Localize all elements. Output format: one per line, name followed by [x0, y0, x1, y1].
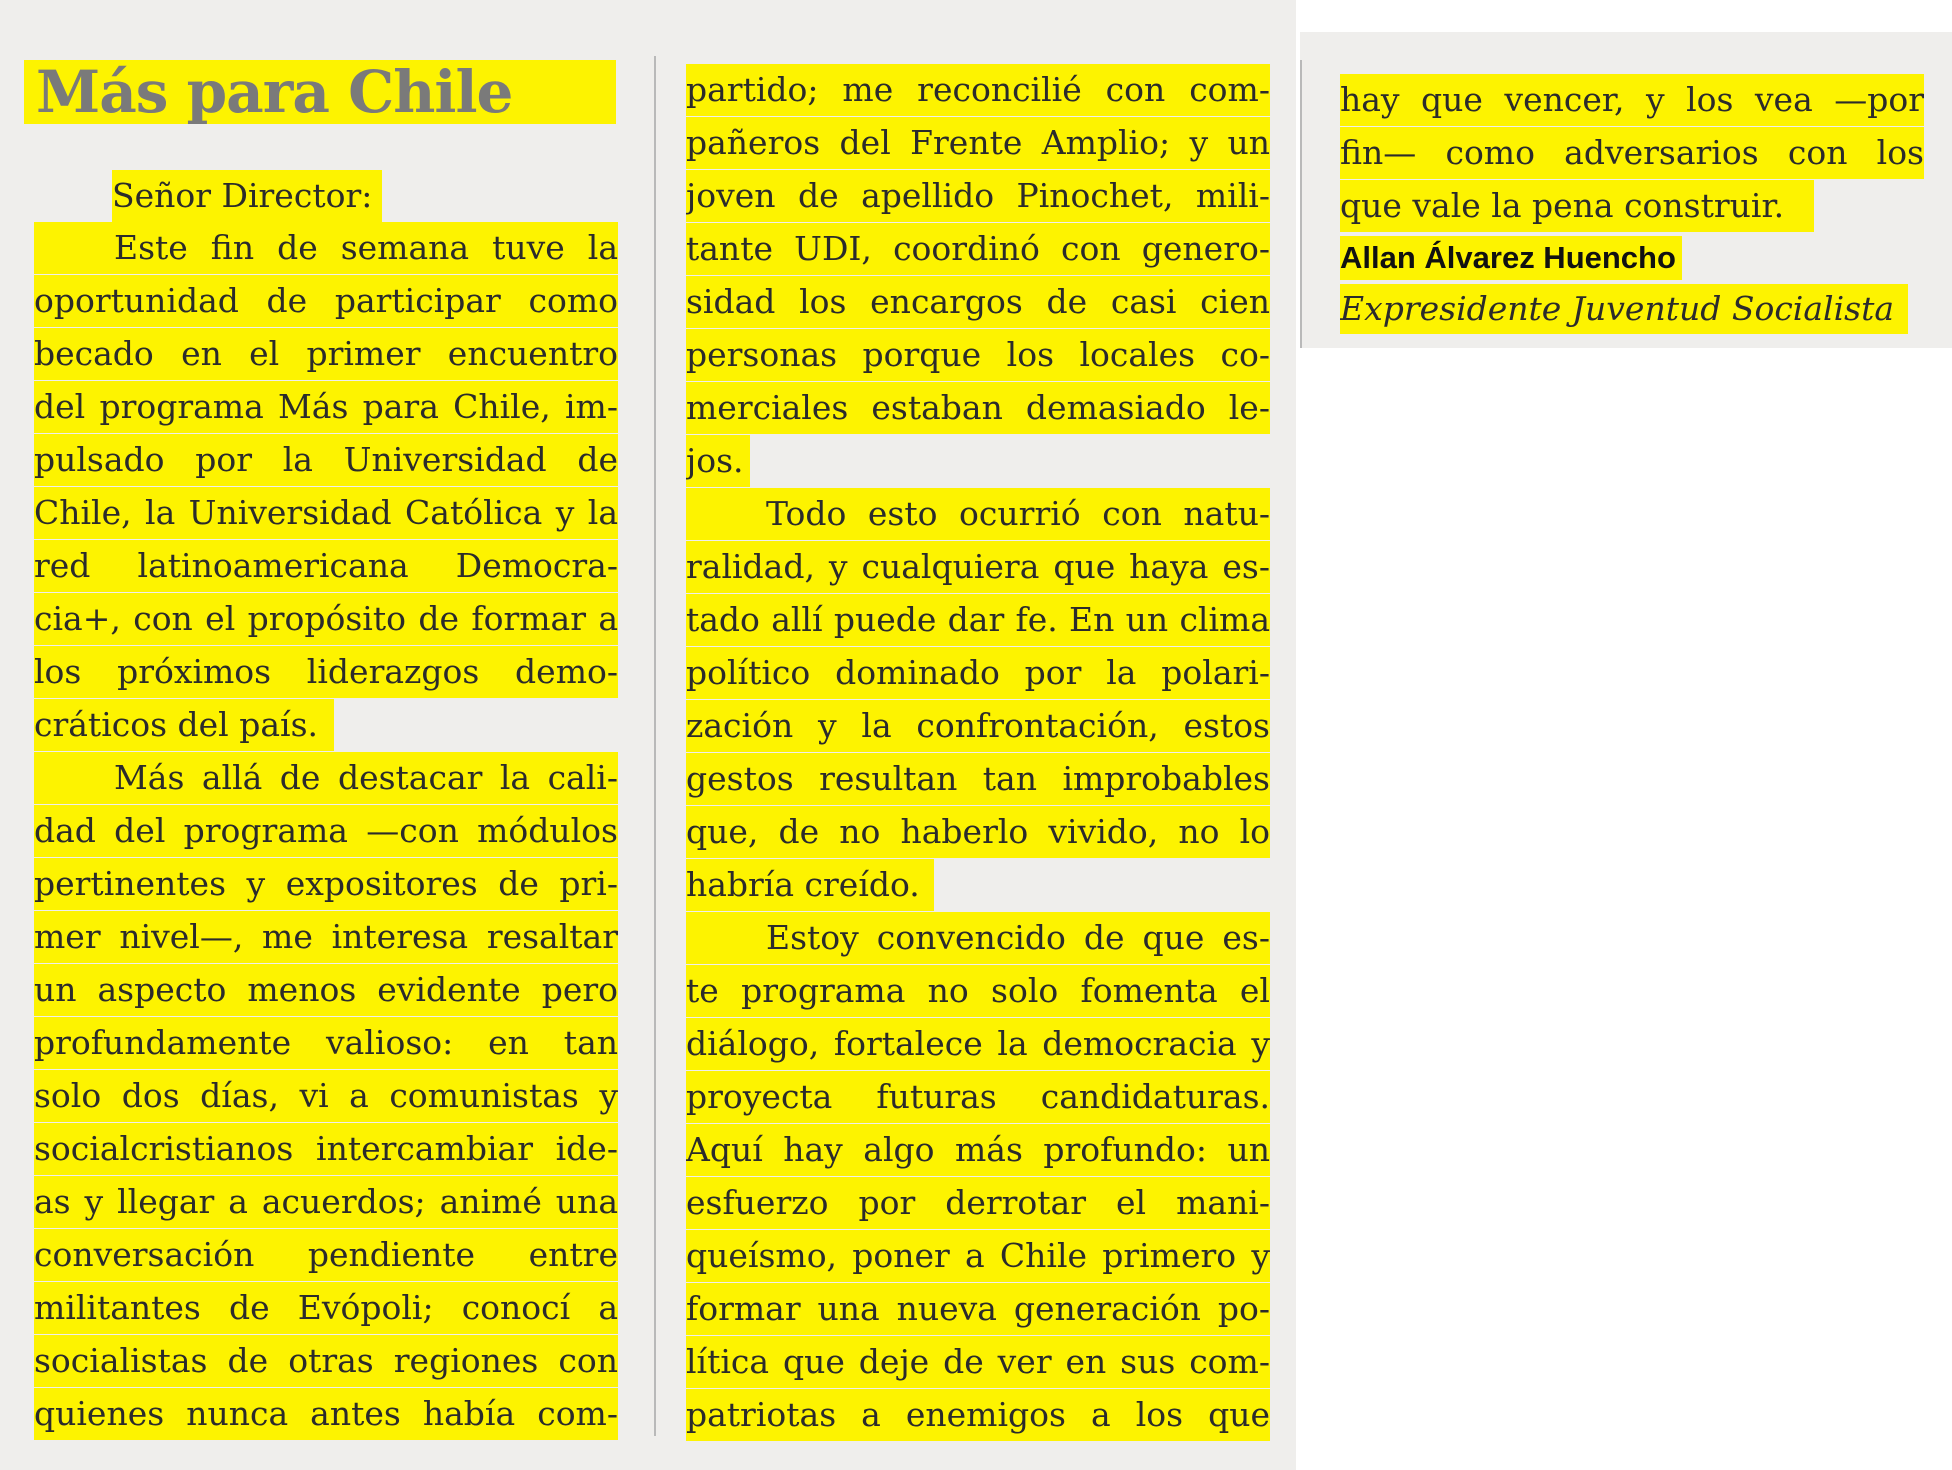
text-line: jos.: [686, 435, 750, 487]
text-line: Chile, la Universidad Católica y la: [34, 487, 618, 539]
text-line: becado en el primer encuentro: [34, 328, 618, 380]
headline: Más para Chile: [24, 60, 616, 124]
text-line: Más allá de destacar la cali-: [34, 752, 618, 804]
salutation: Señor Director:: [112, 170, 382, 222]
text-line: merciales estaban demasiado le-: [686, 382, 1270, 434]
text-line: solo dos días, vi a comunistas y: [34, 1070, 618, 1122]
text-line: del programa Más para Chile, im-: [34, 381, 618, 433]
text-line: tado allí puede dar fe. En un clima: [686, 594, 1270, 646]
text-line: cia+, con el propósito de formar a: [34, 593, 618, 645]
text-line: diálogo, fortalece la democracia y: [686, 1018, 1270, 1070]
text-line: habría creído.: [686, 859, 934, 911]
text-line: fin— como adversarios con los: [1340, 127, 1924, 179]
text-line: dad del programa —con módulos: [34, 805, 618, 857]
text-line: conversación pendiente entre: [34, 1229, 618, 1281]
text-line: lítica que deje de ver en sus com-: [686, 1336, 1270, 1388]
text-line: formar una nueva generación po-: [686, 1283, 1270, 1335]
text-line: ralidad, y cualquiera que haya es-: [686, 541, 1270, 593]
text-line: cráticos del país.: [34, 699, 334, 751]
text-line: pañeros del Frente Amplio; y un: [686, 117, 1270, 169]
text-line: partido; me reconcilié con com-: [686, 64, 1270, 116]
text-line: Este fin de semana tuve la: [34, 222, 618, 274]
text-line: patriotas a enemigos a los que: [686, 1389, 1270, 1441]
text-line: socialcristianos intercambiar ide-: [34, 1123, 618, 1175]
text-line: as y llegar a acuerdos; animé una: [34, 1176, 618, 1228]
text-line: te programa no solo fomenta el: [686, 965, 1270, 1017]
text-line: Aquí hay algo más profundo: un: [686, 1124, 1270, 1176]
text-line: sidad los encargos de casi cien: [686, 276, 1270, 328]
text-line: pulsado por la Universidad de: [34, 434, 618, 486]
signature-role: Expresidente Juventud Socialista: [1340, 284, 1908, 334]
text-line: hay que vencer, y los vea —por: [1340, 74, 1924, 126]
column-rule-1: [654, 56, 656, 1436]
text-line: militantes de Evópoli; conocí a: [34, 1282, 618, 1334]
text-line: Todo esto ocurrió con natu-: [686, 488, 1270, 540]
signature-name: Allan Álvarez Huencho: [1340, 236, 1682, 280]
text-line: Estoy convencido de que es-: [686, 912, 1270, 964]
text-line: queísmo, poner a Chile primero y: [686, 1230, 1270, 1282]
text-line: joven de apellido Pinochet, mili-: [686, 170, 1270, 222]
text-line: personas porque los locales co-: [686, 329, 1270, 381]
text-line: pertinentes y expositores de pri-: [34, 858, 618, 910]
text-line: socialistas de otras regiones con: [34, 1335, 618, 1387]
text-line: red latinoamericana Democra-: [34, 540, 618, 592]
text-line: que, de no haberlo vivido, no lo: [686, 806, 1270, 858]
column-rule-2: [1300, 60, 1302, 348]
text-line: mer nivel—, me interesa resaltar: [34, 911, 618, 963]
text-line: profundamente valioso: en tan: [34, 1017, 618, 1069]
text-line: tante UDI, coordinó con genero-: [686, 223, 1270, 275]
text-line: que vale la pena construir.: [1340, 180, 1814, 232]
text-line: los próximos liderazgos demo-: [34, 646, 618, 698]
text-line: proyecta futuras candidaturas.: [686, 1071, 1270, 1123]
text-line: oportunidad de participar como: [34, 275, 618, 327]
text-line: zación y la confrontación, estos: [686, 700, 1270, 752]
text-line: un aspecto menos evidente pero: [34, 964, 618, 1016]
text-line: político dominado por la polari-: [686, 647, 1270, 699]
text-line: quienes nunca antes había com-: [34, 1388, 618, 1440]
text-line: esfuerzo por derrotar el mani-: [686, 1177, 1270, 1229]
text-line: gestos resultan tan improbables: [686, 753, 1270, 805]
